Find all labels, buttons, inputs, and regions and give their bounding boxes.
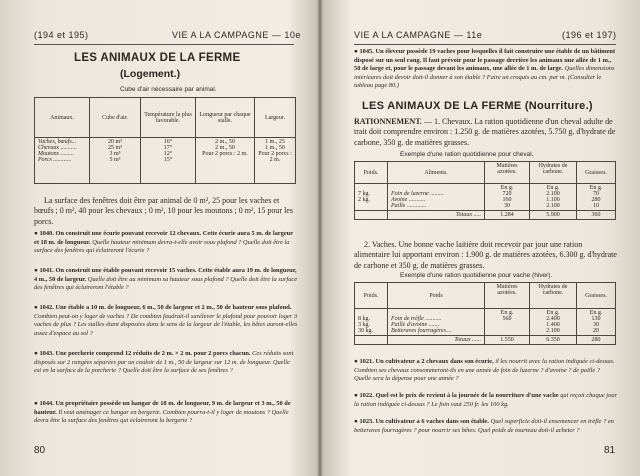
table-cell: 16° 17° 12° 15° — [141, 138, 196, 184]
table-cell: En g. 130 30 20 — [577, 309, 616, 336]
col-header: Poids. — [355, 162, 388, 184]
table-cell: 7 kg. 2 kg. — [355, 184, 388, 211]
col-header: Graisses. — [577, 283, 616, 309]
table-cell: 1.550 — [485, 336, 530, 345]
left-table-caption: Cube d'air nécessaire par animal. — [120, 86, 217, 93]
col-header: Température la plus favorable. — [141, 98, 196, 138]
col-header: Graisses. — [577, 162, 616, 184]
left-subtitle: (Logement.) — [120, 68, 181, 80]
problem-1041: ● 1041. On construit une étable pouvant recevoir 15 vaches. Cette étable aura 19 m. de longueur, 4 m., 50 de largeur. Quelle doit être au minimum sa hauteur sous plafond ? Quelle doit être la surface des fenêtres qui éclaireront l'étable ? — [34, 267, 298, 292]
col-header: Matières azotées. — [485, 162, 530, 184]
table-cell: En g. 2.400 1.400 2.100 — [530, 309, 577, 336]
table-cell: 8 kg. 3 kg. 30 kg. — [355, 309, 388, 336]
right-header-pages: (196 et 197) — [562, 30, 617, 40]
problem-1021: ● 1021. Un cultivateur a 2 chevaux dans son écurie, il les nourrit avec la ration indiquée ci-dessus. Combien ses chevaux consommeront-ils en une année de foin de luzerne ? d'avoine ? de paille ? Quelle sera la dépense pour une année ? — [354, 358, 615, 383]
col-header: Poids. — [355, 283, 388, 309]
table-cell: 1 m., 25 1 m., 50 Pour 2 porcs : 2 m. — [255, 138, 296, 184]
table-cell: 1.284 — [485, 211, 530, 220]
right-page — [322, 0, 640, 476]
col-header: Animaux. — [35, 98, 90, 138]
right-page-number: 81 — [604, 445, 616, 456]
right-header-title: VIE A LA CAMPAGNE — 11e — [354, 30, 483, 40]
total-label: Totaux ...... — [388, 336, 485, 345]
table2-caption: Exemple d'une ration quotidienne pour vache (hiver). — [400, 272, 553, 279]
total-label: Totaux ..... — [388, 211, 485, 220]
problem-1042: ● 1042. Une étable a 10 m. de longueur, 6 m., 50 de largeur et 2 m., 50 de hauteur sous plafond. Combien peut-on y loger de vaches ? De combien faudrait-il surélever le plafond pour pouvoir loger 3 vaches de plus ? Les stalles étant disposées dans le sens de la largeur de l'étable, les bêtes auront-elles assez d'espace au sol ? — [34, 304, 298, 337]
problem-1045: ● 1045. Un éleveur possède 19 vaches pour lesquelles il fait construire une étable de un bâtiment disposé sur un seul rang. Il faut prévoir pour le passage derrière les animaux une allée de 1 m., 50 de large et, pour le passage devant les animaux, une allée de 1 m. de large. Quelles dimensions intérieures doit devoir doit-il donner à son étable ? Faire un croquis au cm. par m. (Consulter le tableau page 80.) — [354, 48, 616, 90]
table-cell — [355, 336, 388, 345]
table-cell: 6.350 — [530, 336, 577, 345]
table-cell: Vaches, bœufs... Chevaux ........... Moutons ......... Porcs ............ — [35, 138, 90, 184]
left-page-number: 80 — [34, 445, 46, 456]
col-header: Matières azotées. — [485, 283, 530, 309]
table-cell: En g. 560 — [485, 309, 530, 336]
col-header: Largeur. — [255, 98, 296, 138]
left-header-pages: (194 et 195) — [34, 30, 89, 40]
right-title: LES ANIMAUX DE LA FERME (Nourriture.) — [362, 100, 593, 112]
table-cell: 20 m³ 25 m³ 3 m³ 5 m³ — [90, 138, 141, 184]
problem-1023: ● 1023. Un cultivateur a 6 vaches dans son étable. Quel superficie doit-il ensemencer en trèfle ? en betteraves fourragères ? pour nourrir ses bêtes. Quel poids de tourteau doit-il acheter ? — [354, 418, 614, 434]
table-cell: En g. 720 160 30 — [485, 184, 530, 211]
col-header: Longueur par chaque stalle. — [196, 98, 255, 138]
col-header: Hydrates de carbone. — [530, 283, 577, 309]
table-cell: 2 m., 50 2 m., 50 Pour 2 porcs : 2 m. — [196, 138, 255, 184]
rationnement-paragraph: RATIONNEMENT. — 1. Chevaux. La ration quotidienne d'un cheval adulte de trait doit comprendre environ : 1.250 g. de matières azotées, 5.750 g. d'hydrate de carbone, 350 g. de matières grasses. — [354, 117, 616, 147]
left-header-rule — [34, 44, 294, 45]
cow-ration-table — [354, 282, 616, 345]
table-cell: En g. 70 280 10 — [577, 184, 616, 211]
table-cell — [355, 211, 388, 220]
table1-caption: Exemple d'une ration quotidienne pour cheval. — [400, 151, 534, 158]
left-intro: La surface des fenêtres doit être par animal de 0 m², 25 pour les vaches et bœufs ; 0 m², 40 pour les chevaux ; 0 m², 10 pour les moutons ; 0 m², 15 pour les porcs. — [34, 196, 293, 226]
col-header: Poids — [388, 283, 485, 309]
right-header-rule — [354, 44, 616, 45]
vaches-paragraph: 2. Vaches. Une bonne vache laitière doit recevoir par jour une ration alimentaire lui apportant environ : 1.900 g. de matières azotées, 6.300 g. d'hydrate de carbone et 350 g. de matières grasses. — [354, 240, 617, 270]
col-header: Cube d'air. — [90, 98, 141, 138]
air-volume-table — [34, 97, 296, 184]
problem-1022: ● 1022. Quel est le prix de revient à la journée de la nourriture d'une vache qui reçoit chaque jour la ration indiquée ci-dessus ? Le foin vaut 250 fr. les 100 kg. — [354, 392, 617, 408]
problem-1043: ● 1043. Une porcherie comprend 12 réduits de 2 m. × 2 m. pour 2 porcs chacun. Ces réduits sont disposés sur 2 rangées séparées par un couloir de 1 m., 50 de largeur sur 12 m. de longueur. Quelle est en la surface de la porcherie ? Quelle doit être la surface de ses fenêtres ? — [34, 350, 294, 375]
left-page — [0, 0, 318, 476]
left-header-title: VIE A LA CAMPAGNE — 10e — [172, 30, 301, 40]
col-header: Hydrates de carbone. — [530, 162, 577, 184]
problem-1040: ● 1040. On construit une écurie pouvant recevoir 12 chevaux. Cette écurie aura 5 m. de largeur et 18 m. de longueur. Quelle hauteur minimum devra-t-elle avoir sous plafond ? Quelle doit être la surface des fenêtres qui éclaireront l'écurie ? — [34, 230, 293, 255]
horse-ration-table — [354, 161, 616, 220]
table-cell: 280 — [577, 336, 616, 345]
table-cell: En g. 2.100 1.100 2.100 — [530, 184, 577, 211]
col-header: Aliments. — [388, 162, 485, 184]
table-cell: 5.900 — [530, 211, 577, 220]
table-cell: Foin de luzerne ......... Avoine ........... Paille ............. — [388, 184, 485, 211]
table-cell: 360 — [577, 211, 616, 220]
left-title: LES ANIMAUX DE LA FERME — [74, 52, 241, 64]
problem-1044: ● 1044. Un propriétaire possède un hangar de 18 m. de longueur, 9 m. de largeur et 3 m., 50 de hauteur. Il veut aménager ce hangar en bergerie. Combien pourra-t-il y loger de moutons ? Quelle devra être la surface des fenêtres qui éclaireront la bergerie ? — [34, 400, 291, 425]
table-cell: Foin de trèfle ........... Paille d'avoine ....... Betteraves fourragères.... — [388, 309, 485, 336]
